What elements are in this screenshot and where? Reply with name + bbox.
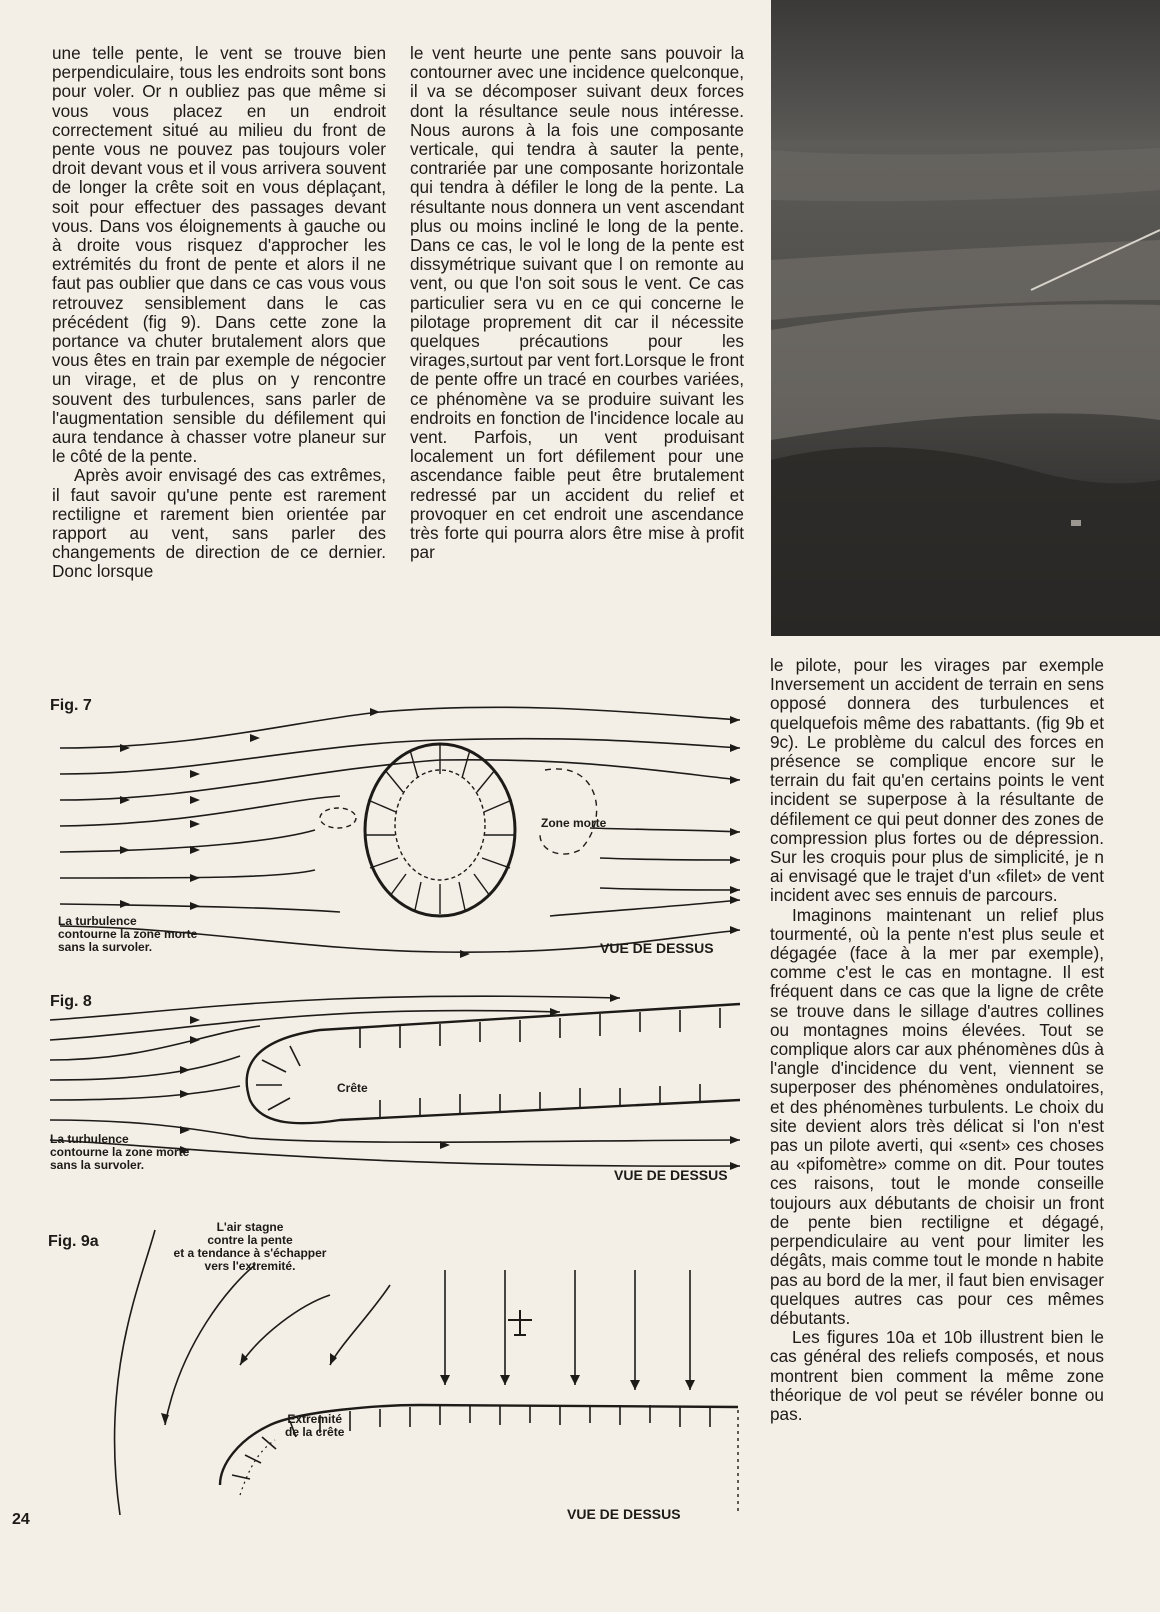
caption-line: sans la survoler. [50,1158,145,1172]
extremite-line: de la crête [285,1425,345,1439]
fig7-label: Fig. 7 [50,697,92,714]
page-number: 24 [12,1511,30,1528]
caption-line: sans la survoler. [58,940,153,954]
note-line: vers l'extremité. [204,1259,296,1273]
fig8-view-label: VUE DE DESSUS [614,1167,728,1183]
fig7-caption [58,915,197,954]
fig8-caption [50,1133,189,1172]
fig8-label: Fig. 8 [50,993,92,1010]
caption-line: La turbulence [50,1132,129,1146]
caption-line: La turbulence [58,914,137,928]
paragraph: Imaginons maintenant un relief plus tourmenté, où la pente n'est plus seule et dégagée (face à la mer par exemple), comme c'est le cas en montagne. Il est fréquent dans ce cas que la ligne de crête se trouve dans le sillage d'autres collines ou montagnes moins élevées. Tout se complique alors car aux phénomènes dûs à l'angle d'incidence du vent, viennent se superposer des phénomènes ondulatoires, et des phénomènes turbulents. Le choix du site devient alors très délicat si l'on n'est pas un pilote averti, qui «sent» ces choses au «pifomètre» comme on dit. Pour toutes ces raisons, tout le monde conseille toujours aux débutants de choisir un front de pente bien rectiligne et dégagé, perpendiculaire au vent pour limiter les dégâts, mais comme tout le monde n habite pas au bord de la mer, il faut bien envisager quelques autres cas pour ces mêmes débutants. [770,904,1104,1328]
note-line: L'air stagne [216,1220,284,1234]
text-column-3 [770,656,1104,1424]
fig9a-view-label: VUE DE DESSUS [567,1506,681,1522]
text-column-1 [52,44,386,582]
caption-line: contourne la zone morte [58,927,198,941]
zone-morte-label: Zone morte [541,816,607,830]
note-line: contre la pente [207,1233,293,1247]
fig9a-label: Fig. 9a [48,1233,99,1250]
paragraph: Les figures 10a et 10b illustrent bien le cas général des reliefs composés, et nous montrent bien comment la même zone théorique de vol peut se révéler bonne ou pas. [770,1327,1104,1424]
caption-line: contourne la zone morte [50,1145,190,1159]
paragraph: le pilote, pour les virages par exemple Inversement un accident de terrain en sens opposé donnera des turbulences et quelquefois même des rabattants. (fig 9b et 9c). Le problème du calcul des forces en présence se complique encore sur le terrain du fait qu'en certains points le vent incident se superpose à la résultante de défilement ce qui peut donner des zones de compression plus fortes ou de dépression. Sur les croquis pour plus de simplicité, je n ai envisagé que le trajet d'un «filet» de vent incident avec ses ennuis de parcours. [770,655,1104,906]
fig9a-diagram [0,1225,760,1525]
extremite-label [285,1413,344,1439]
paragraph: Après avoir envisagé des cas extrêmes, il faut savoir qu'une pente est rarement rectiligne et rarement bien orientée par rapport au vent, sans parler des changements de direction de ce dernier. Donc lorsque [52,465,386,582]
note-line: et a tendance à s'échapper [173,1246,327,1260]
paragraph: le vent heurte une pente sans pouvoir la contourner avec une incidence quelconque, il va se décomposer suivant deux forces dont la résultance seule nous intéresse. Nous aurons à la fois une composante verticale, qui tendra à sauter la pente, contrariée par une composante horizontale qui tendra à défiler le long de la pente. La résultante nous donnera un vent ascendant plus ou moins incliné le long de la pente. Dans ce cas, le vol le long de la pente est dissymétrique suivant que l on remonte au vent, ou que l'on soit sous le vent. Ce cas particulier sera vu en ce qui concerne le pilotage proprement dit car il nécessite quelques précautions pour les virages,surtout par vent fort.Lorsque le front de pente offre un tracé en courbes variées, ce phénomène va se produire suivant les endroits en fonction de l'incidence locale au vent. Parfois, un vent produisant localement un fort défilement pour une ascendance faible peut être brutalement redressé par un accident du relief et provoquer en cet endroit une ascendance très forte qui pourra alors être mise à profit par [410,43,744,563]
landscape-photo [771,0,1160,636]
fig7-view-label: VUE DE DESSUS [600,940,714,956]
crete-label: Crête [337,1081,368,1095]
extremite-line: Extremité [287,1412,343,1426]
text-column-2 [410,44,744,562]
paragraph: une telle pente, le vent se trouve bien perpendiculaire, tous les endroits sont bons pour voler. Or n oubliez pas que même si vous vous placez en un endroit correctement situé au milieu du front de pente vous ne pouvez pas toujours voler droit devant vous et il vous arrivera souvent de longer la crête soit en vous déplaçant, soit pour effectuer des passages devant vous. Dans vos éloignements à gauche ou à droite vous risquez d'approcher les extrémités du front de pente et alors il ne faut pas oublier que dans ce cas vous vous retrouvez sensiblement dans le cas précédent (fig 9). Dans cette zone la portance va chuter brutalement alors que vous êtes en train par exemple de négocier un virage, et de plus on y rencontre souvent des turbulences, sans parler de l'augmentation sensible du défilement qui aura tendance à chasser votre planeur sur le côté de la pente. [52,43,386,467]
